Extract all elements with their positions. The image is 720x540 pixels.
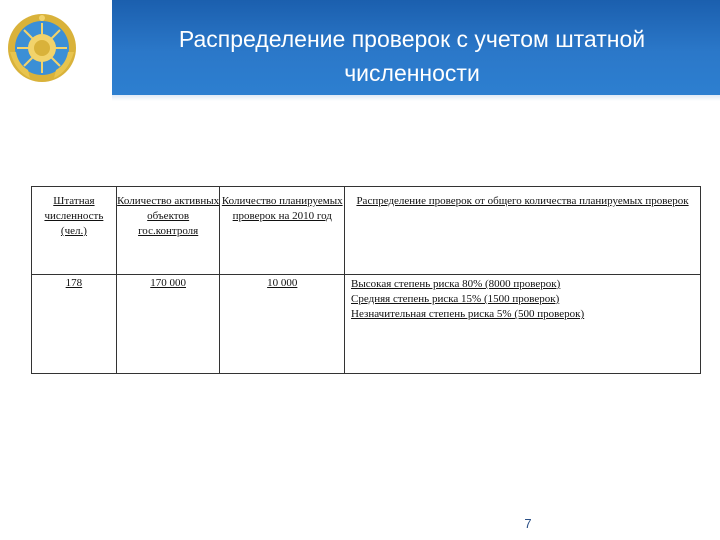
header-planned: Количество планируемых проверок на 2010 год bbox=[220, 187, 345, 275]
risk-high: Высокая степень риска 80% (8000 проверок) bbox=[351, 278, 561, 290]
table-row bbox=[32, 275, 701, 374]
page-title: Распределение проверок с учетом штатной численности bbox=[178, 26, 646, 86]
header-distribution: Распределение проверок от общего количества планируемых проверок bbox=[345, 187, 701, 275]
page-number: 7 bbox=[524, 516, 532, 531]
risk-medium: Средняя степень риска 15% (1500 проверок) bbox=[351, 293, 560, 305]
cell-planned: 10 000 bbox=[220, 275, 345, 374]
cell-staff: 178 bbox=[32, 275, 117, 374]
emblem-area bbox=[0, 0, 112, 102]
cell-objects: 170 000 bbox=[116, 275, 220, 374]
table-header-row bbox=[32, 187, 701, 275]
inspection-distribution-table bbox=[31, 186, 701, 374]
header-objects: Количество активных объектов гос.контроля bbox=[116, 187, 220, 275]
header-staff: Штатная численность (чел.) bbox=[32, 187, 117, 275]
risk-low: Незначительная степень риска 5% (500 проверок) bbox=[351, 308, 585, 320]
kazakhstan-state-emblem-icon bbox=[6, 12, 78, 84]
cell-risk-distribution bbox=[345, 275, 701, 374]
